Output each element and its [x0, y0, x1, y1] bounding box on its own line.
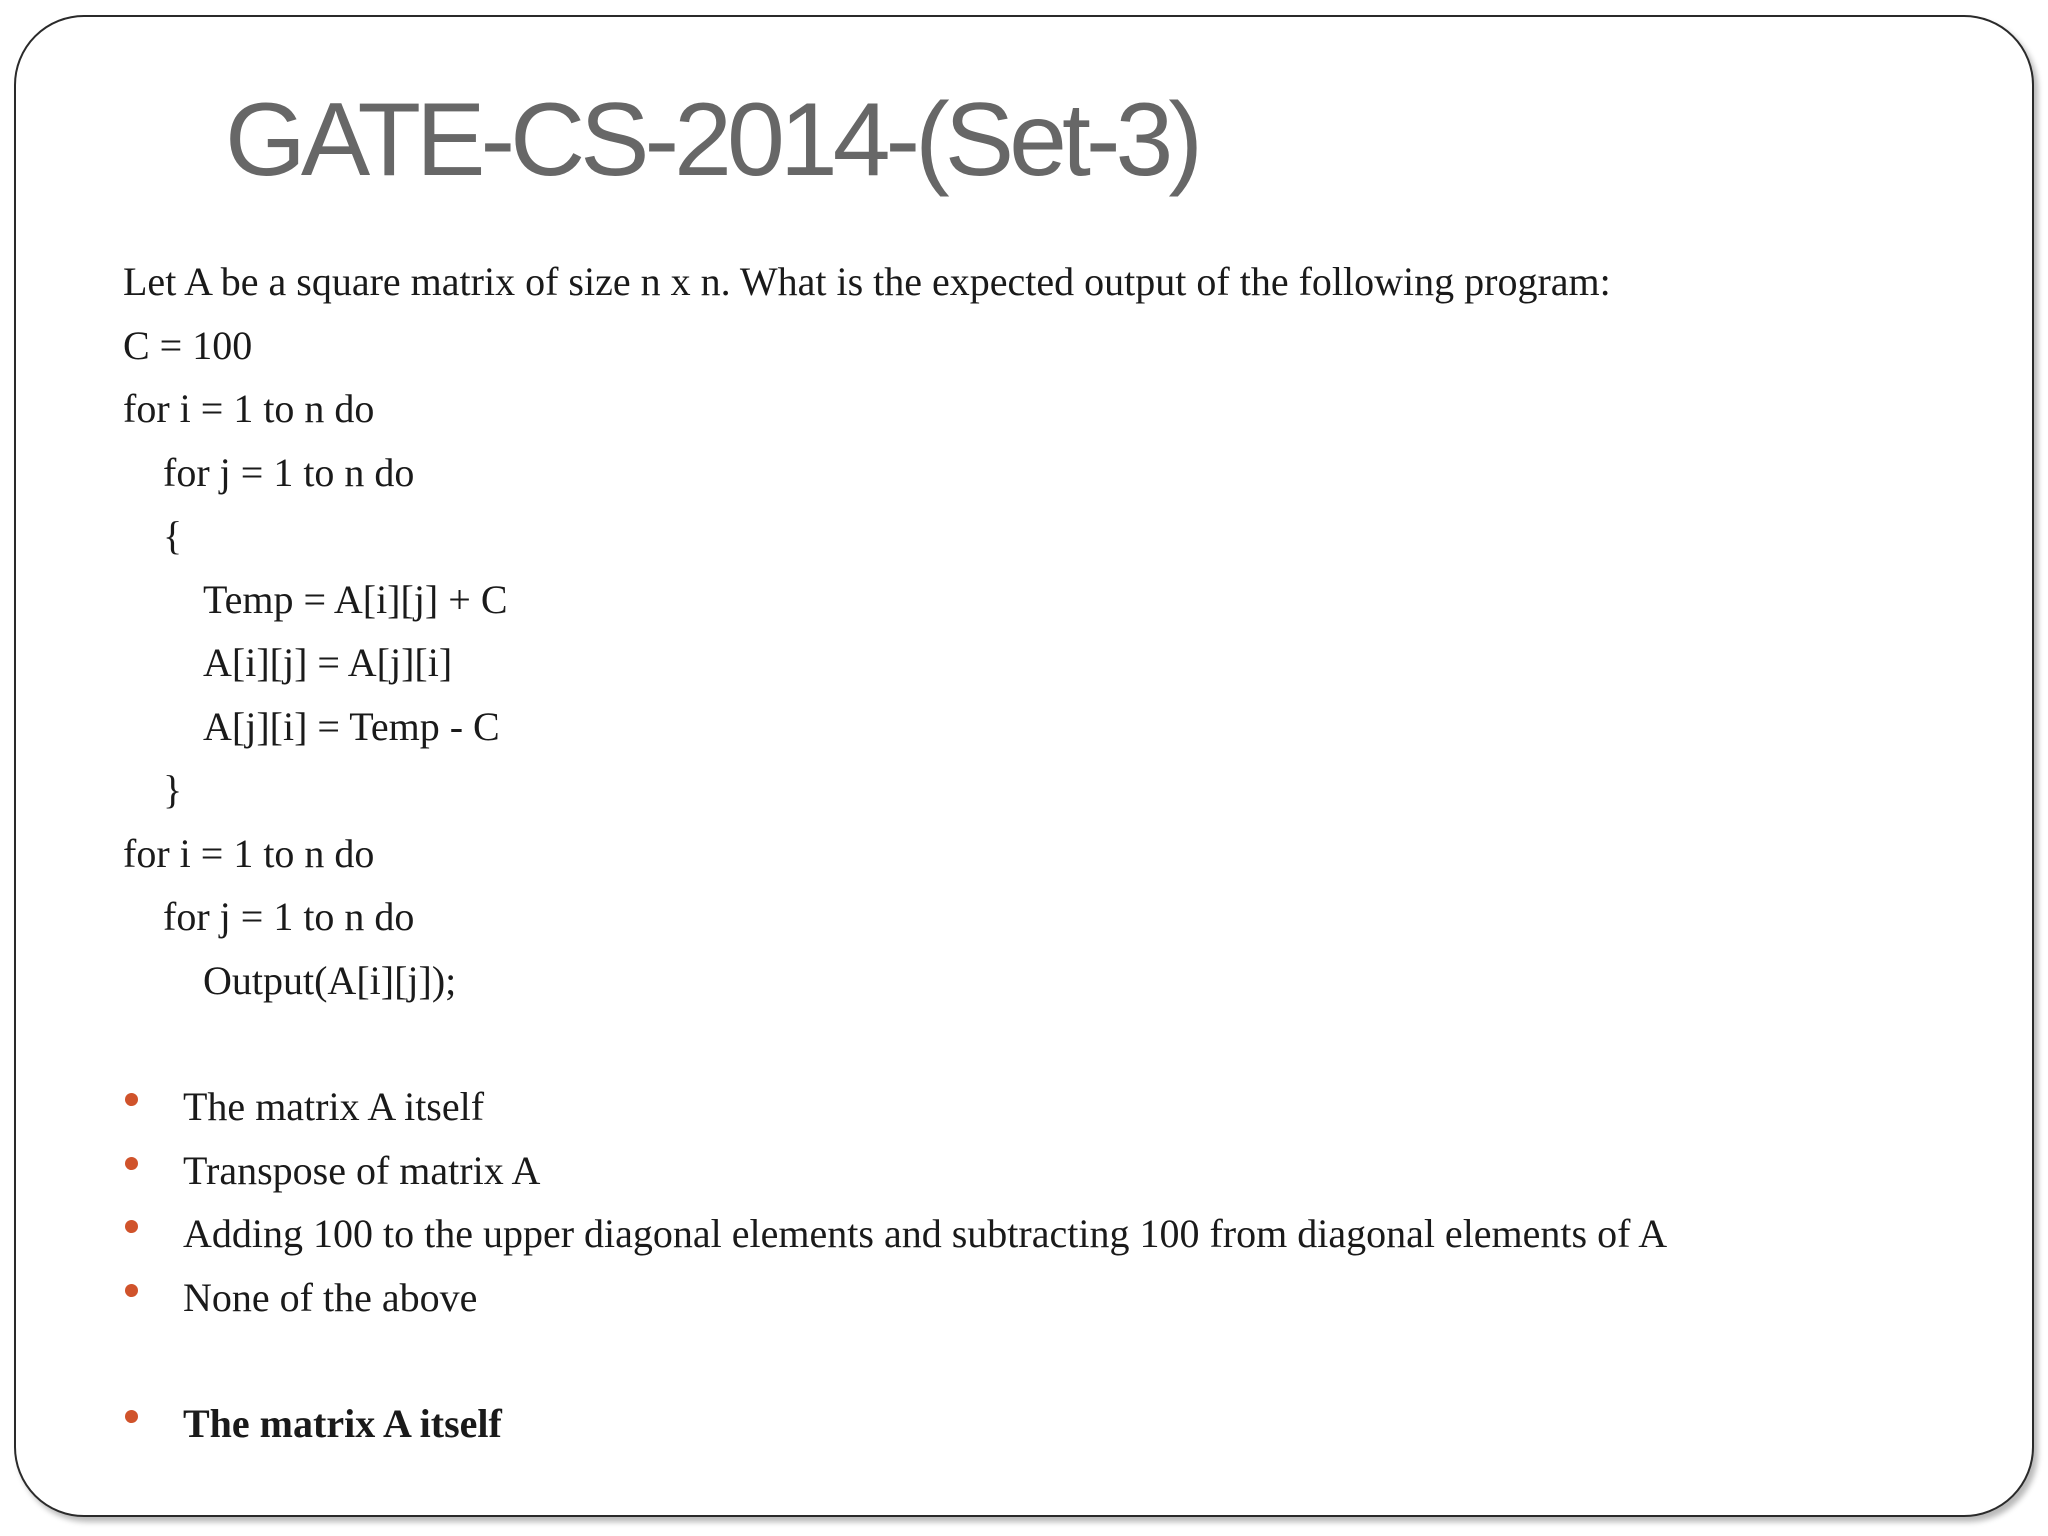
spacer [123, 1329, 1963, 1392]
code-block [123, 314, 1963, 1013]
code-line: for j = 1 to n do [163, 449, 415, 495]
code-line: A[j][i] = Temp - C [203, 703, 500, 749]
bullet-dot-icon [125, 1139, 139, 1203]
option-text: None of the above [183, 1274, 478, 1320]
option-item [123, 1139, 1963, 1203]
code-line: for i = 1 to n do [123, 830, 375, 876]
spacer [123, 1012, 1963, 1075]
answer-item [123, 1392, 1963, 1456]
code-line: A[i][j] = A[j][i] [203, 640, 453, 685]
options-list [123, 1075, 1963, 1329]
option-item [123, 1202, 1963, 1266]
code-line: { [163, 513, 183, 558]
slide-title: GATE-CS-2014-(Set-3) [225, 82, 1199, 198]
bullet-dot-icon [125, 1266, 139, 1330]
option-item [123, 1266, 1963, 1330]
option-text: Adding 100 to the upper diagonal elements and subtracting 100 from diagonal elements of A [183, 1211, 1668, 1256]
answer-list [123, 1392, 1963, 1456]
code-line: C = 100 [123, 322, 253, 368]
bullet-dot-icon [125, 1392, 139, 1456]
option-item [123, 1075, 1963, 1139]
answer-text: The matrix A itself [183, 1401, 502, 1446]
code-line: for j = 1 to n do [163, 894, 415, 939]
code-line: Output(A[i][j]); [203, 957, 457, 1003]
code-line: Temp = A[i][j] + C [203, 576, 508, 622]
question-text: Let A be a square matrix of size n x n. What is the expected output of the following program: [123, 259, 1611, 304]
option-text: The matrix A itself [183, 1084, 485, 1129]
slide-body [123, 250, 1963, 1456]
code-line: } [163, 767, 183, 812]
option-text: Transpose of matrix A [183, 1147, 541, 1193]
code-line: for i = 1 to n do [123, 386, 375, 431]
bullet-dot-icon [125, 1202, 139, 1266]
bullet-dot-icon [125, 1075, 139, 1139]
